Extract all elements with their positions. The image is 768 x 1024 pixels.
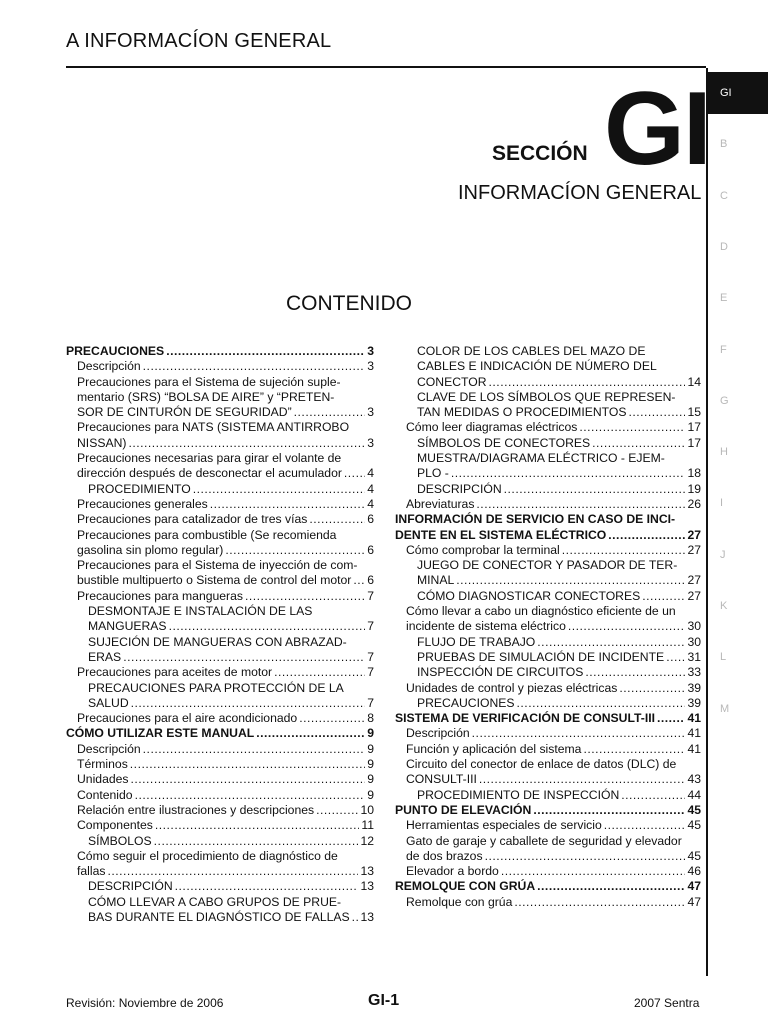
toc-page-number: 4 [367, 496, 374, 511]
toc-page-number: 47 [687, 879, 701, 894]
toc-entry[interactable] [66, 573, 374, 588]
toc-entry-line: Precauciones para combustible (Se recomienda [77, 527, 337, 542]
toc-entry[interactable] [395, 375, 701, 390]
toc-entry-title: incidente de sistema eléctrico [406, 619, 566, 634]
toc-entry-title: REMOLQUE CON GRÚA [395, 879, 536, 894]
toc-entry[interactable] [66, 910, 374, 925]
toc-entry[interactable] [395, 849, 701, 864]
section-tab-k[interactable]: K [720, 600, 728, 612]
toc-leader-dots [608, 528, 685, 543]
toc-entry-title: SALUD [88, 695, 129, 710]
header-rule [66, 66, 706, 68]
toc-page-number: 39 [687, 695, 701, 710]
toc-leader-dots [628, 405, 685, 420]
toc-entry-title: dirección después de desconectar el acumulador [77, 466, 342, 481]
toc-page-number: 45 [687, 818, 701, 833]
toc-entry-title: PROCEDIMIENTO DE INSPECCIÓN [417, 787, 620, 802]
section-tab-f[interactable]: F [720, 343, 727, 356]
toc-entry[interactable] [66, 665, 374, 680]
toc-entry-title: Remolque con grúa [406, 894, 513, 909]
toc-right-column [395, 344, 701, 910]
toc-entry-line: JUEGO DE CONECTOR Y PASADOR DE TER- [417, 558, 678, 573]
toc-leader-dots [131, 772, 366, 787]
toc-entry[interactable] [395, 528, 701, 543]
toc-entry[interactable] [395, 726, 701, 741]
toc-page-number: 39 [687, 680, 701, 695]
toc-leader-dots [514, 895, 685, 910]
toc-page-number: 13 [360, 909, 374, 924]
toc-entry[interactable] [395, 497, 701, 512]
toc-page-number: 9 [367, 741, 374, 756]
toc-entry-line: Circuito del conector de enlace de datos (DLC) de [406, 757, 677, 772]
toc-entry[interactable] [66, 344, 374, 359]
toc-entry[interactable] [395, 772, 701, 787]
section-label: SECCIÓN [492, 142, 588, 165]
toc-entry-line: CABLES E INDICACIÓN DE NÚMERO DEL [417, 359, 657, 374]
toc-entry[interactable] [395, 803, 701, 818]
toc-leader-dots [642, 589, 685, 604]
toc-entry-title: Abreviaturas [406, 496, 475, 511]
toc-entry-line: MUESTRA/DIAGRAMA ELÉCTRICO - EJEM- [417, 451, 665, 466]
toc-entry-title: Cómo comprobar la terminal [406, 542, 560, 557]
toc-entry-title: Contenido [77, 787, 133, 802]
toc-entry-title: TAN MEDIDAS O PROCEDIMIENTOS [417, 405, 627, 420]
toc-entry[interactable] [395, 635, 701, 650]
toc-entry[interactable] [395, 436, 701, 451]
toc-leader-dots [621, 788, 685, 803]
toc-entry[interactable] [66, 726, 374, 741]
toc-page-number: 41 [687, 741, 701, 756]
toc-leader-dots [155, 818, 359, 833]
toc-page-number: 9 [367, 726, 374, 741]
toc-page-number: 26 [687, 496, 701, 511]
toc-entry[interactable] [395, 466, 701, 481]
toc-entry[interactable] [66, 543, 374, 558]
toc-entry-title: bustible multipuerto o Sistema de control del motor [77, 573, 352, 588]
toc-entry[interactable] [66, 359, 374, 374]
toc-page-number: 47 [687, 894, 701, 909]
toc-entry[interactable] [66, 803, 374, 818]
toc-page-number: 19 [687, 481, 701, 496]
toc-entry[interactable] [66, 757, 374, 772]
toc-page-number: 45 [687, 802, 701, 817]
toc-leader-dots [517, 696, 686, 711]
toc-page-number: 17 [687, 420, 701, 435]
toc-leader-dots [154, 834, 359, 849]
toc-entry[interactable] [66, 482, 374, 497]
toc-entry[interactable] [66, 650, 374, 665]
toc-entry-title: SISTEMA DE VERIFICACIÓN DE CONSULT-III [395, 711, 656, 726]
toc-entry[interactable] [395, 788, 701, 803]
toc-leader-dots [130, 757, 365, 772]
toc-leader-dots [210, 497, 365, 512]
toc-entry[interactable] [66, 711, 374, 726]
toc-entry[interactable] [66, 589, 374, 604]
toc-entry[interactable] [395, 742, 701, 757]
toc-entry-title: SOR DE CINTURÓN DE SEGURIDAD” [77, 405, 292, 420]
toc-page-number: 8 [367, 711, 374, 726]
toc-page-number: 7 [367, 619, 374, 634]
toc-entry[interactable] [395, 420, 701, 435]
toc-page-number: 45 [687, 848, 701, 863]
toc-entry[interactable] [395, 543, 701, 558]
toc-entry[interactable] [395, 895, 701, 910]
toc-leader-dots [504, 482, 686, 497]
toc-leader-dots [489, 375, 686, 390]
toc-page-number: 13 [360, 879, 374, 894]
toc-entry-line: SUJECIÓN DE MANGUERAS CON ABRAZAD- [88, 634, 347, 649]
toc-entry-title: Precauciones para el aire acondicionado [77, 711, 298, 726]
toc-leader-dots [568, 619, 686, 634]
toc-entry[interactable] [395, 818, 701, 833]
section-tab-l[interactable]: L [720, 651, 727, 664]
toc-entry[interactable] [395, 482, 701, 497]
toc-entry[interactable] [395, 696, 701, 711]
toc-leader-dots [166, 344, 365, 359]
toc-leader-dots [294, 405, 366, 420]
toc-page-number: 9 [367, 772, 374, 787]
toc-entry-title: Elevador a bordo [406, 864, 499, 879]
toc-leader-dots [585, 665, 685, 680]
toc-entry-title: CONSULT-III [406, 772, 477, 787]
toc-leader-dots [604, 818, 686, 833]
toc-entry-line: Precauciones necesarias para girar el volante de [77, 451, 342, 466]
toc-page-number: 31 [687, 649, 701, 664]
toc-entry-title: Descripción [406, 726, 470, 741]
toc-page-number: 7 [367, 588, 374, 603]
toc-leader-dots [143, 742, 366, 757]
toc-entry-title: FLUJO DE TRABAJO [417, 634, 536, 649]
toc-entry[interactable] [66, 619, 374, 634]
toc-entry[interactable] [66, 512, 374, 527]
toc-page-number: 11 [361, 818, 374, 833]
toc-entry-title: Descripción [77, 359, 141, 374]
toc-page-number: 30 [687, 619, 701, 634]
toc-leader-dots [175, 879, 359, 894]
section-tab-g[interactable]: G [720, 394, 729, 407]
toc-entry-title: NISSAN) [77, 435, 127, 450]
toc-page-number: 30 [687, 634, 701, 649]
toc-page-number: 18 [687, 466, 701, 481]
toc-page-number: 27 [687, 542, 701, 557]
toc-page-number: 4 [367, 466, 374, 481]
toc-page-number: 15 [687, 405, 701, 420]
toc-left-column [66, 344, 374, 925]
toc-leader-dots [537, 879, 685, 894]
toc-entry-title: Unidades de control y piezas eléctricas [406, 680, 618, 695]
footer-page-id: GI-1 [368, 992, 400, 1009]
toc-page-number: 41 [687, 726, 701, 741]
toc-leader-dots [344, 466, 365, 481]
toc-entry-title: de dos brazos [406, 848, 483, 863]
toc-entry[interactable] [66, 436, 374, 451]
toc-page-number: 7 [367, 695, 374, 710]
toc-entry-title: BAS DURANTE EL DIAGNÓSTICO DE FALLAS [88, 909, 350, 924]
toc-leader-dots [143, 359, 366, 374]
toc-entry[interactable] [66, 879, 374, 894]
toc-page-number: 27 [687, 573, 701, 588]
toc-leader-dots [451, 466, 686, 481]
toc-page-number: 27 [687, 527, 701, 542]
toc-entry[interactable] [66, 466, 374, 481]
section-tab-b[interactable]: B [720, 138, 728, 151]
toc-page-number: 12 [360, 833, 374, 848]
toc-entry-line: Precauciones para el Sistema de inyección de com- [77, 558, 358, 573]
toc-entry[interactable] [395, 711, 701, 726]
toc-page-number: 7 [367, 649, 374, 664]
toc-leader-dots [256, 726, 365, 741]
toc-entry-title: Cómo leer diagramas eléctricos [406, 420, 578, 435]
toc-leader-dots [485, 849, 686, 864]
section-tab-h[interactable]: H [720, 446, 728, 459]
toc-page-number: 43 [687, 772, 701, 787]
toc-leader-dots [579, 420, 685, 435]
toc-leader-dots [245, 589, 365, 604]
toc-entry[interactable] [395, 879, 701, 894]
toc-leader-dots [456, 573, 685, 588]
toc-page-number: 9 [367, 757, 374, 772]
toc-page-number: 7 [367, 665, 374, 680]
toc-entry[interactable] [395, 681, 701, 696]
toc-page-number: 13 [360, 864, 374, 879]
toc-entry[interactable] [395, 864, 701, 879]
toc-entry-line: DESMONTAJE E INSTALACIÓN DE LAS [88, 604, 313, 619]
toc-page-number: 3 [367, 405, 374, 420]
toc-entry-title: Descripción [77, 741, 141, 756]
toc-page-number: 41 [687, 711, 701, 726]
toc-leader-dots [225, 543, 365, 558]
toc-leader-dots [123, 650, 365, 665]
toc-entry[interactable] [395, 405, 701, 420]
toc-leader-dots [352, 910, 359, 925]
toc-entry-title: Componentes [77, 818, 153, 833]
section-tab-c[interactable]: C [720, 189, 728, 202]
toc-entry[interactable] [395, 665, 701, 680]
toc-entry-line: PRECAUCIONES PARA PROTECCIÓN DE LA [88, 680, 344, 695]
section-code: GI [604, 71, 710, 187]
toc-entry-title: PRUEBAS DE SIMULACIÓN DE INCIDENTE [417, 649, 665, 664]
toc-entry[interactable] [66, 834, 374, 849]
toc-entry-title: Precauciones generales [77, 496, 208, 511]
toc-entry-line: mentario (SRS) “BOLSA DE AIRE” y “PRETEN- [77, 389, 335, 404]
toc-entry[interactable] [395, 619, 701, 634]
section-tab-gi[interactable]: GI [708, 72, 768, 114]
toc-leader-dots [562, 543, 686, 558]
toc-leader-dots [501, 864, 686, 879]
toc-leader-dots [131, 696, 366, 711]
section-tab-e[interactable]: E [720, 292, 728, 305]
toc-page-number: 33 [687, 665, 701, 680]
toc-leader-dots [537, 635, 685, 650]
toc-entry-line: Cómo seguir el procedimiento de diagnóstico de [77, 848, 338, 863]
toc-page-number: 4 [367, 481, 374, 496]
toc-entry-title: MINAL [417, 573, 455, 588]
toc-leader-dots [299, 711, 365, 726]
toc-entry-line: Cómo llevar a cabo un diagnóstico eficiente de un [406, 604, 676, 619]
section-tab-m[interactable]: M [720, 702, 730, 715]
toc-page-number: 44 [687, 787, 701, 802]
toc-entry-title: MANGUERAS [88, 619, 167, 634]
toc-entry-title: ERAS [88, 649, 122, 664]
toc-entry-title: gasolina sin plomo regular) [77, 542, 224, 557]
toc-entry[interactable] [395, 589, 701, 604]
section-tab-d[interactable]: D [720, 240, 728, 253]
toc-entry-title: fallas [77, 864, 106, 879]
toc-entry-title: PRECAUCIONES [66, 344, 165, 358]
toc-entry-title: DENTE EN EL SISTEMA ELÉCTRICO [395, 527, 607, 542]
toc-leader-dots [169, 619, 366, 634]
toc-page-number: 6 [367, 512, 374, 527]
toc-entry[interactable] [66, 696, 374, 711]
toc-page-number: 17 [687, 435, 701, 450]
toc-entry[interactable] [66, 742, 374, 757]
toc-leader-dots [592, 436, 685, 451]
toc-entry-line: Precauciones para NATS (SISTEMA ANTIRROBO [77, 420, 350, 435]
toc-leader-dots [583, 742, 685, 757]
toc-leader-dots [309, 512, 365, 527]
toc-entry-title: DESCRIPCIÓN [88, 879, 173, 894]
toc-leader-dots [619, 681, 685, 696]
toc-leader-dots [533, 803, 685, 818]
toc-leader-dots [128, 436, 365, 451]
toc-leader-dots [107, 864, 358, 879]
toc-entry-title: DESCRIPCIÓN [417, 481, 502, 496]
toc-leader-dots [479, 772, 686, 787]
toc-entry-title: PLO - [417, 466, 449, 481]
toc-entry-line: Gato de garaje y caballete de seguridad y elevador [406, 833, 682, 848]
toc-entry-line: COLOR DE LOS CABLES DEL MAZO DE [417, 344, 646, 358]
toc-entry-title: Términos [77, 757, 128, 772]
toc-page-number: 3 [367, 435, 374, 450]
toc-entry-title: Precauciones para aceites de motor [77, 665, 273, 680]
toc-entry[interactable] [66, 818, 374, 833]
toc-entry[interactable] [66, 772, 374, 787]
toc-entry-line: INFORMACIÓN DE SERVICIO EN CASO DE INCI- [395, 512, 676, 527]
toc-page-number: 27 [687, 588, 701, 603]
toc-entry[interactable] [66, 864, 374, 879]
toc-entry[interactable] [395, 573, 701, 588]
toc-entry[interactable] [66, 788, 374, 803]
footer-model: 2007 Sentra [634, 996, 700, 1010]
toc-entry[interactable] [395, 650, 701, 665]
toc-leader-dots [135, 788, 366, 803]
toc-entry[interactable] [66, 405, 374, 420]
toc-page-number: 9 [367, 787, 374, 802]
toc-entry-title: Herramientas especiales de servicio [406, 818, 602, 833]
section-tab-i[interactable]: I [720, 497, 724, 510]
contents-title: CONTENIDO [286, 292, 412, 315]
toc-entry-title: CONECTOR [417, 374, 487, 389]
toc-leader-dots [193, 482, 366, 497]
toc-entry-title: PRECAUCIONES [417, 695, 515, 710]
toc-entry-title: PROCEDIMIENTO [88, 481, 191, 496]
toc-page-number: 6 [367, 542, 374, 557]
toc-leader-dots [472, 726, 686, 741]
toc-entry-line: CÓMO LLEVAR A CABO GRUPOS DE PRUE- [88, 894, 342, 909]
toc-leader-dots [657, 711, 685, 726]
toc-entry-title: Unidades [77, 772, 129, 787]
toc-leader-dots [353, 573, 365, 588]
toc-entry-title: SÍMBOLOS DE CONECTORES [417, 435, 591, 450]
toc-page-number: 14 [687, 374, 701, 389]
toc-page-number: 46 [687, 864, 701, 879]
section-tab-j[interactable]: J [720, 548, 726, 561]
toc-entry-title: Función y aplicación del sistema [406, 741, 582, 756]
toc-page-number: 3 [367, 344, 374, 358]
toc-leader-dots [666, 650, 685, 665]
toc-entry-title: SÍMBOLOS [88, 833, 152, 848]
toc-entry-title: Relación entre ilustraciones y descripciones [77, 802, 315, 817]
toc-entry-title: INSPECCIÓN DE CIRCUITOS [417, 665, 584, 680]
footer-revision: Revisión: Noviembre de 2006 [66, 996, 224, 1010]
toc-entry-line: Precauciones para el Sistema de sujeción suple- [77, 374, 341, 389]
toc-leader-dots [274, 665, 365, 680]
toc-page-number: 3 [367, 359, 374, 374]
toc-entry-title: PUNTO DE ELEVACIÓN [395, 802, 532, 817]
toc-entry[interactable] [66, 497, 374, 512]
toc-leader-dots [476, 497, 685, 512]
toc-entry-line: CLAVE DE LOS SÍMBOLOS QUE REPRESEN- [417, 389, 676, 404]
toc-page-number: 6 [367, 573, 374, 588]
toc-entry-title: Precauciones para mangueras [77, 588, 243, 603]
toc-leader-dots [316, 803, 358, 818]
section-subtitle: INFORMACÍON GENERAL [458, 182, 702, 204]
header-title: A INFORMACÍON GENERAL [66, 30, 332, 52]
toc-entry-title: CÓMO DIAGNOSTICAR CONECTORES [417, 588, 641, 603]
toc-entry-title: CÓMO UTILIZAR ESTE MANUAL [66, 726, 255, 741]
toc-page-number: 10 [360, 802, 374, 817]
toc-entry-title: Precauciones para catalizador de tres vías [77, 512, 308, 527]
